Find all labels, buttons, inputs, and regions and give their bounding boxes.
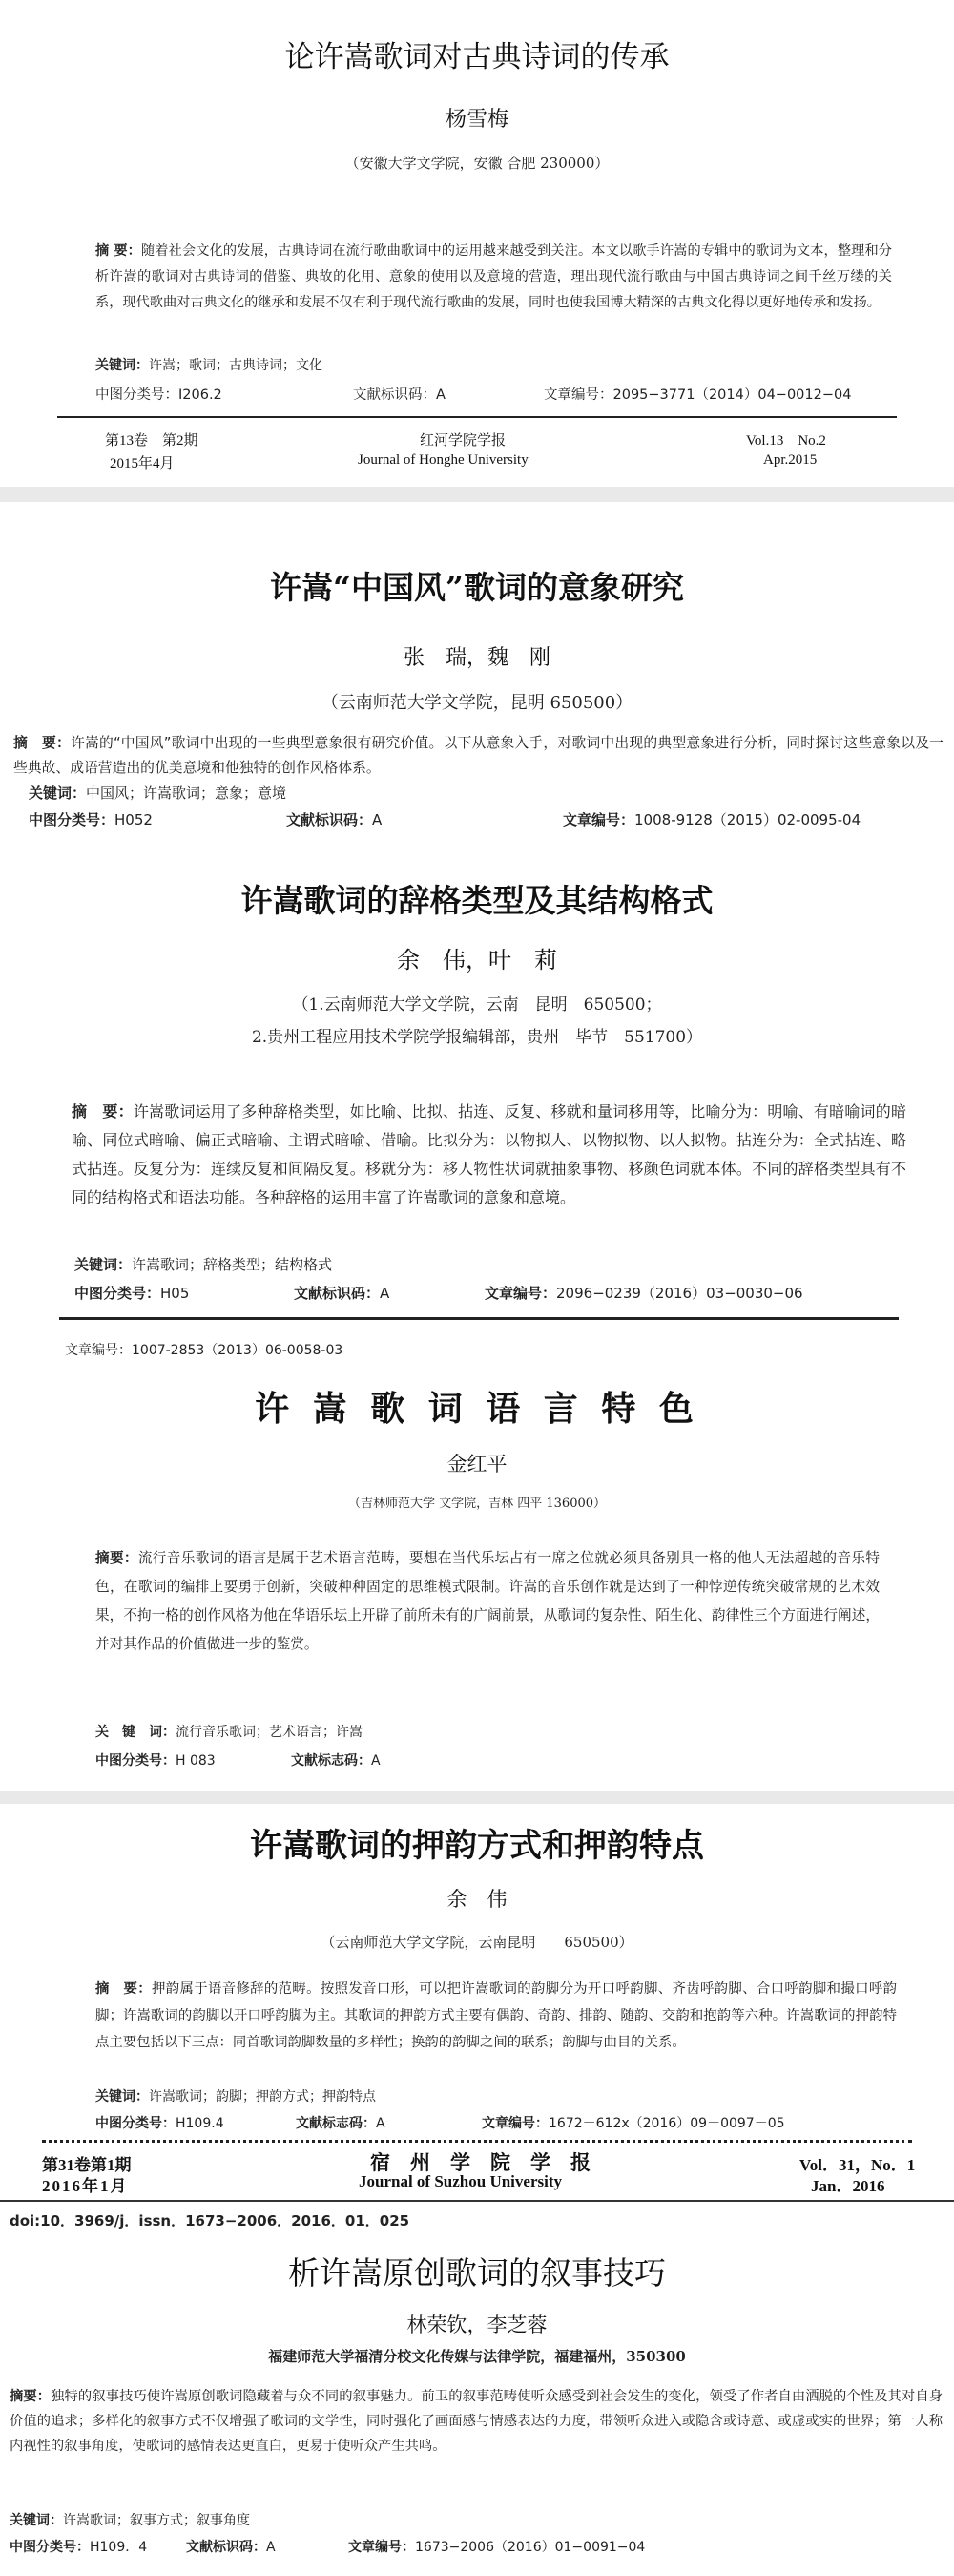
paper-3-abstract (72, 1098, 906, 1212)
divider (57, 416, 897, 418)
paper-4-affiliation: （吉林师范大学 文学院，吉林 四平 136000） (347, 1497, 607, 1511)
paper-4-classification (95, 1750, 381, 1770)
journal-name-en: Journal of Honghe University (358, 452, 529, 468)
page-gap (0, 487, 954, 502)
paper-2-classification (29, 809, 861, 829)
paper-3-title: 许嵩歌词的辞格类型及其结构格式 (240, 882, 714, 919)
keywords-label: 关 键 词： (95, 1725, 176, 1740)
paper-5-classification (95, 2113, 785, 2132)
paper-2-author: 张 瑞，魏 刚 (403, 646, 550, 670)
journal-date: 2016年1月 (42, 2177, 129, 2195)
paper-1-keywords (95, 355, 322, 374)
doc-code-label: 文献标识码： (294, 1285, 381, 1302)
paper-2-abstract (13, 731, 944, 781)
abstract-label: 摘 要： (72, 1102, 134, 1120)
doc-code-label: 文献标识码： (286, 811, 373, 828)
abstract-label: 摘 要： (95, 1980, 152, 1997)
article-no-label: 文章编号： (485, 1285, 557, 1302)
paper-1-author: 杨雪梅 (445, 108, 508, 132)
journal-name: 宿 州 学 院 学 报 (370, 2151, 591, 2174)
paper-1-classification (95, 384, 851, 404)
abstract-text: 押韵属于语音修辞的范畴。按照发音口形，可以把许嵩歌词的韵脚分为开口呼韵脚、齐齿呼韵脚、合口呼韵脚和撮口呼韵脚；许嵩歌词的韵脚以开口呼韵脚为主。其歌词的押韵方式主要有偶韵、奇韵、排韵、随韵、交韵和抱韵等六种。许嵩歌词的押韵特点主要包括以下三点：同首歌词韵脚数量的多样性；换韵的韵脚之间的联系；韵脚与曲目的关系。 (95, 1981, 897, 2050)
paper-6-author: 林荣钦，李芝蓉 (406, 2314, 548, 2336)
paper-3-keywords (74, 1254, 332, 1274)
paper-6-classification (10, 2537, 645, 2556)
journal-volume-en: Vol．31，No．1 (799, 2156, 916, 2174)
paper-4-article-number: 文章编号：1007-2853（2013）06-0058-03 (65, 1343, 343, 1358)
journal-volume: 第13卷 第2期 (105, 433, 198, 449)
article-no-value: 2096−0239（2016）03−0030−06 (556, 1285, 803, 1302)
paper-2 (0, 502, 954, 859)
paper-5 (0, 1804, 954, 2195)
paper-1-affiliation: （安徽大学文学院，安徽 合肥 230000） (344, 155, 610, 172)
journal-date-en: Apr.2015 (763, 452, 818, 468)
journal-name: 红河学院学报 (420, 433, 507, 449)
journal-name-en: Journal of Suzhou University (359, 2172, 562, 2190)
doc-code-label: 文献标志码： (296, 2116, 376, 2131)
paper-5-author: 余 伟 (446, 1888, 508, 1911)
doc-code-value: A (376, 2116, 385, 2131)
abstract-label: 摘要： (95, 1550, 138, 1566)
paper-5-title: 许嵩歌词的押韵方式和押韵特点 (250, 1827, 704, 1865)
abstract-label: 摘 要： (13, 735, 71, 751)
keywords-value: 许嵩歌词；叙事方式；叙事角度 (63, 2513, 250, 2528)
keywords-value: 许嵩歌词；韵脚；押韵方式；押韵特点 (149, 2089, 376, 2105)
paper-6-abstract (10, 2384, 943, 2459)
paper-4 (0, 1325, 954, 1791)
page-gap (0, 1791, 954, 1804)
paper-5-keywords (95, 2086, 376, 2105)
article-no-value: 1673−2006（2016）01−0091−04 (415, 2540, 646, 2555)
paper-6-affiliation: 福建师范大学福清分校文化传媒与法律学院，福建福州，350300 (268, 2348, 686, 2365)
paper-4-title: 许 嵩 歌 词 语 言 特 色 (255, 1389, 699, 1429)
keywords-value: 中国风；许嵩歌词；意象；意境 (86, 785, 287, 802)
doc-code-label: 文献标志码： (291, 1753, 371, 1769)
journal-date: 2015年4月 (110, 456, 175, 471)
clc-value: H109.4 (176, 2116, 224, 2131)
doc-code-label: 文献标识码： (186, 2540, 266, 2555)
keywords-label: 关键词： (95, 358, 149, 373)
clc-value: I206.2 (178, 387, 222, 403)
keywords-label: 关键词： (95, 2089, 149, 2105)
keywords-value: 许嵩歌词；辞格类型；结构格式 (132, 1256, 333, 1273)
paper-5-affiliation: （云南师范大学文学院，云南昆明 650500） (321, 1934, 633, 1951)
paper-3-classification (74, 1283, 803, 1303)
clc-label: 中图分类号： (10, 2540, 90, 2555)
paper-2-affiliation: （云南师范大学文学院，昆明 650500） (321, 693, 633, 713)
clc-label: 中图分类号： (95, 387, 178, 403)
abstract-text: 许嵩歌词运用了多种辞格类型，如比喻、比拟、拈连、反复、移就和量词移用等，比喻分为：明喻、有暗喻词的暗喻、同位式暗喻、偏正式暗喻、主谓式暗喻、借喻。比拟分为：以物拟人、以物拟物、以人拟物。拈连分为：全式拈连、略式拈连。反复分为：连续反复和间隔反复。移就分为：移人物性状词就抽象事物、移颜色词就本体。不同的辞格类型具有不同的结构格式和语法功能。各种辞格的运用丰富了许嵩歌词的意象和意境。 (72, 1102, 906, 1206)
paper-4-keywords (95, 1722, 363, 1741)
clc-label: 中图分类号： (95, 1753, 176, 1769)
paper-2-keywords (29, 783, 286, 803)
article-no-label: 文章编号： (544, 387, 613, 403)
paper-6 (0, 2203, 954, 2576)
article-no-label: 文章编号： (563, 811, 635, 828)
doc-code-value: A (371, 1753, 381, 1769)
clc-label: 中图分类号： (29, 811, 115, 828)
paper-3-affiliation-2: 2.贵州工程应用技术学院学报编辑部，贵州 毕节 551700） (251, 1028, 703, 1047)
paper-1 (0, 0, 954, 487)
article-no-label: 文章编号： (348, 2540, 415, 2555)
journal-volume-en: Vol.13 No.2 (746, 433, 826, 449)
clc-value: H05 (160, 1285, 190, 1302)
clc-label: 中图分类号： (95, 2116, 176, 2131)
divider (42, 2140, 912, 2143)
article-no-label: 文章编号： (482, 2116, 549, 2131)
abstract-text: 独特的叙事技巧使许嵩原创歌词隐藏着与众不同的叙事魅力。前卫的叙事范畴使听众感受到社会发生的变化，领受了作者自由洒脱的个性及其对自身价值的追求；多样化的叙事方式不仅增强了歌词的文学性，同时强化了画面感与情感表达的力度，带领听众进入或隐含或诗意、或虚或实的世界；第一人称内视性的叙事角度，使歌词的感情表达更直白，更易于使听众产生共鸣。 (10, 2389, 943, 2454)
article-no-value: 1008-9128（2015）02-0095-04 (634, 811, 861, 828)
paper-5-abstract (95, 1976, 897, 2056)
doc-code-value: A (380, 1285, 390, 1302)
keywords-label: 关键词： (29, 785, 87, 802)
doc-code-value: A (372, 811, 383, 828)
paper-1-title: 论许嵩歌词对古典诗词的传承 (284, 40, 670, 74)
article-no-value: 1672－612x（2016）09－0097－05 (549, 2116, 785, 2131)
doc-code-label: 文献标识码： (353, 387, 436, 403)
clc-value: H 083 (176, 1753, 216, 1769)
paper-6-keywords (10, 2510, 250, 2529)
journal-volume: 第31卷第1期 (42, 2156, 132, 2174)
abstract-text: 许嵩的“中国风”歌词中出现的一些典型意象很有研究价值。以下从意象入手，对歌词中出现的典型意象进行分析，同时探讨这些意象以及一些典故、成语营造出的优美意境和他独特的创作风格体系。 (13, 735, 944, 776)
paper-2-title: 许嵩“中国风”歌词的意象研究 (270, 569, 684, 606)
abstract-label: 摘 要： (95, 243, 141, 259)
journal-date-en: Jan．2016 (811, 2177, 885, 2195)
keywords-value: 许嵩；歌词；古典诗词；文化 (149, 358, 322, 373)
abstract-text: 随着社会文化的发展，古典诗词在流行歌曲歌词中的运用越来越受到关注。本文以歌手许嵩的专辑中的歌词为文本，整理和分析许嵩的歌词对古典诗词的借鉴、典故的化用、意象的使用以及意境的营造，理出现代流行歌曲与中国古典诗词之间千丝万缕的关系，现代歌曲对古典文化的继承和发展不仅有利于现代流行歌曲的发展，同时也使我国博大精深的古典文化得以更好地传承和发扬。 (95, 243, 892, 310)
clc-label: 中图分类号： (74, 1285, 161, 1302)
article-no-value: 2095−3771（2014）04−0012−04 (612, 387, 852, 403)
keywords-label: 关键词： (74, 1256, 133, 1273)
abstract-text: 流行音乐歌词的语言是属于艺术语言范畴，要想在当代乐坛占有一席之位就必须具备别具一格的他人无法超越的音乐特色，在歌词的编排上要勇于创新，突破种种固定的思维模式限制。许嵩的音乐创作就是达到了一种悖逆传统突破常规的艺术效果，不拘一格的创作风格为他在华语乐坛上开辟了前所未有的广阔前景，从歌词的复杂性、陌生化、韵律性三个方面进行阐述，并对其作品的价值做进一步的鉴赏。 (95, 1550, 880, 1652)
paper-3 (0, 859, 954, 1325)
doc-code-value: A (266, 2540, 276, 2555)
paper-4-author: 金红平 (446, 1453, 508, 1476)
paper-1-abstract (95, 239, 892, 316)
clc-value: H109．4 (90, 2540, 148, 2555)
divider (0, 2200, 954, 2202)
divider (59, 1317, 899, 1320)
keywords-value: 流行音乐歌词；艺术语言；许嵩 (176, 1725, 363, 1740)
clc-value: H052 (114, 811, 153, 828)
paper-4-abstract (95, 1544, 880, 1659)
doc-code-value: A (436, 387, 446, 403)
paper-3-author: 余 伟，叶 莉 (397, 947, 557, 974)
keywords-label: 关键词： (10, 2513, 63, 2528)
abstract-label: 摘要： (10, 2389, 52, 2404)
paper-6-doi: doi:10．3969/j．issn．1673−2006．2016．01．025 (10, 2212, 410, 2230)
paper-3-affiliation-1: （1.云南师范大学文学院，云南 昆明 650500； (292, 995, 662, 1015)
paper-6-title: 析许嵩原创歌词的叙事技巧 (288, 2254, 666, 2292)
